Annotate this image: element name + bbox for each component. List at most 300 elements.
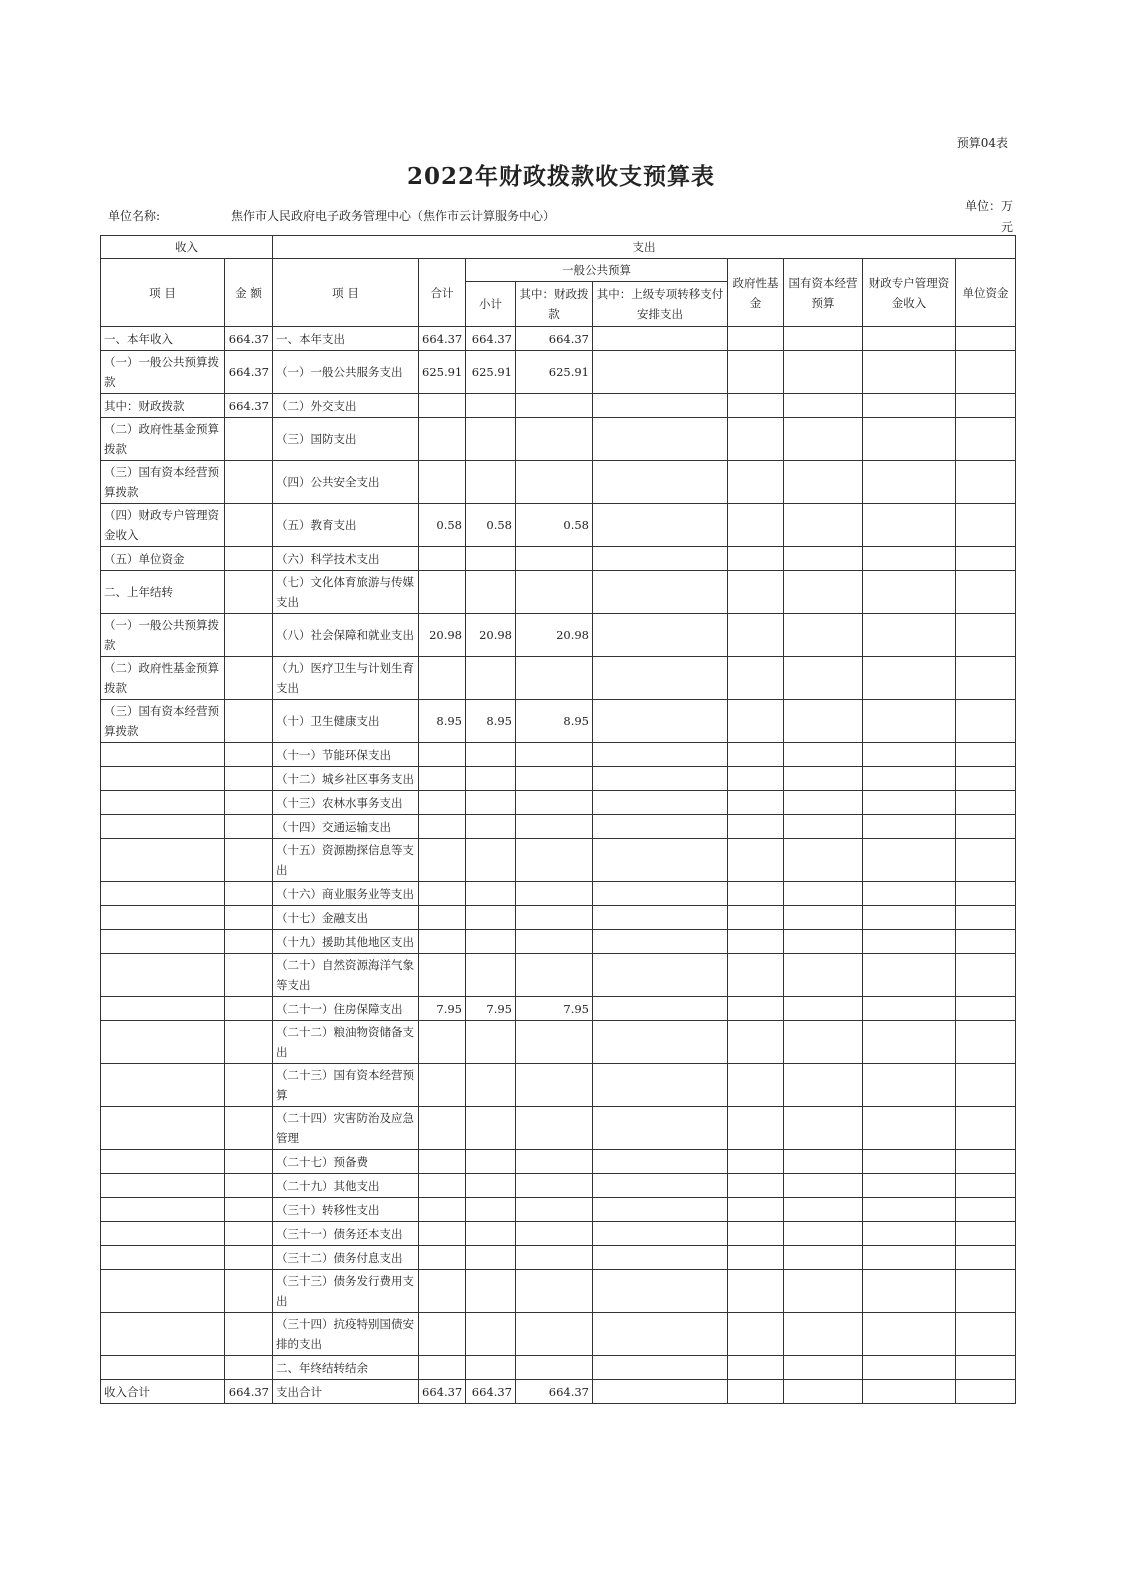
subtotal-cell (466, 906, 516, 930)
transfer-cell (593, 504, 728, 547)
income-amount-cell (225, 571, 273, 614)
income-item-cell: （四）财政专户管理资金收入 (101, 504, 225, 547)
state-capital-cell (784, 767, 863, 791)
gov-fund-cell (728, 614, 784, 657)
table-row (101, 815, 1016, 839)
table-row (101, 461, 1016, 504)
table-row (101, 1313, 1016, 1356)
unit-fund-cell (956, 571, 1016, 614)
total-cell: 20.98 (419, 614, 466, 657)
state-capital-cell (784, 614, 863, 657)
total-header: 合计 (419, 259, 466, 327)
transfer-cell (593, 1380, 728, 1404)
income-item-cell (101, 1356, 225, 1380)
special-mgmt-cell (863, 657, 956, 700)
income-amount-cell (225, 997, 273, 1021)
subtotal-cell (466, 1107, 516, 1150)
state-capital-cell (784, 906, 863, 930)
total-cell (419, 657, 466, 700)
subtotal-cell: 0.58 (466, 504, 516, 547)
unit-fund-cell (956, 743, 1016, 767)
unit-fund-cell (956, 815, 1016, 839)
fiscal-cell (516, 418, 593, 461)
total-cell (419, 791, 466, 815)
income-item-cell (101, 1107, 225, 1150)
state-capital-cell (784, 461, 863, 504)
transfer-cell (593, 815, 728, 839)
special-mgmt-cell (863, 571, 956, 614)
gov-fund-cell (728, 1021, 784, 1064)
transfer-cell (593, 791, 728, 815)
state-capital-cell (784, 1313, 863, 1356)
table-row (101, 614, 1016, 657)
special-mgmt-cell (863, 1380, 956, 1404)
special-mgmt-cell (863, 547, 956, 571)
transfer-cell (593, 767, 728, 791)
expense-item-cell: （八）社会保障和就业支出 (273, 614, 419, 657)
expense-item-cell: 二、年终结转结余 (273, 1356, 419, 1380)
form-number: 预算04表 (956, 136, 1008, 150)
expense-item-cell: 一、本年支出 (273, 327, 419, 351)
subtotal-cell (466, 547, 516, 571)
gov-fund-cell (728, 657, 784, 700)
income-amount-cell: 664.37 (225, 351, 273, 394)
gov-fund-cell (728, 1064, 784, 1107)
gov-fund-cell (728, 394, 784, 418)
state-capital-cell (784, 882, 863, 906)
fiscal-cell (516, 743, 593, 767)
general-budget-header: 一般公共预算 (466, 259, 728, 282)
gov-fund-cell (728, 954, 784, 997)
unit-fund-cell (956, 997, 1016, 1021)
income-item-cell (101, 1198, 225, 1222)
gov-fund-cell (728, 700, 784, 743)
state-capital-cell (784, 743, 863, 767)
subtotal-cell (466, 394, 516, 418)
transfer-cell (593, 1107, 728, 1150)
expense-item-cell: （二十二）粮油物资储备支出 (273, 1021, 419, 1064)
unit-fund-cell (956, 839, 1016, 882)
state-capital-cell (784, 1150, 863, 1174)
gov-fund-cell (728, 504, 784, 547)
transfer-cell (593, 418, 728, 461)
gov-fund-cell (728, 767, 784, 791)
income-amount-cell (225, 839, 273, 882)
transfer-cell (593, 1064, 728, 1107)
state-capital-cell (784, 504, 863, 547)
income-item-cell: 收入合计 (101, 1380, 225, 1404)
unit-of-measure: 单位：万元 (964, 199, 1013, 234)
subtotal-cell (466, 839, 516, 882)
income-item-cell: 一、本年收入 (101, 327, 225, 351)
table-row (101, 1380, 1016, 1404)
state-capital-header: 国有资本经营预算 (784, 259, 863, 327)
income-amount-cell (225, 1021, 273, 1064)
income-item-cell (101, 1222, 225, 1246)
income-item-cell (101, 1150, 225, 1174)
total-cell (419, 1246, 466, 1270)
income-item-cell: （一）一般公共预算拨款 (101, 614, 225, 657)
state-capital-cell (784, 547, 863, 571)
income-amount-cell (225, 657, 273, 700)
subtotal-cell (466, 1174, 516, 1198)
special-mgmt-cell (863, 767, 956, 791)
subtotal-cell (466, 657, 516, 700)
income-item-cell (101, 1270, 225, 1313)
state-capital-cell (784, 700, 863, 743)
total-cell (419, 882, 466, 906)
income-item-cell (101, 1064, 225, 1107)
income-item-cell: （三）国有资本经营预算拨款 (101, 700, 225, 743)
unit-name-label: 单位名称: (108, 209, 161, 223)
special-mgmt-cell (863, 1198, 956, 1222)
income-item-cell (101, 1313, 225, 1356)
unit-fund-cell (956, 351, 1016, 394)
gov-fund-cell (728, 1150, 784, 1174)
special-mgmt-cell (863, 1222, 956, 1246)
unit-fund-cell (956, 954, 1016, 997)
subtotal-cell (466, 461, 516, 504)
income-amount-cell (225, 1270, 273, 1313)
special-mgmt-cell (863, 1313, 956, 1356)
gov-fund-cell (728, 906, 784, 930)
income-amount-cell (225, 504, 273, 547)
transfer-cell (593, 906, 728, 930)
fiscal-cell (516, 839, 593, 882)
unit-fund-cell (956, 906, 1016, 930)
total-cell: 7.95 (419, 997, 466, 1021)
special-mgmt-cell (863, 1150, 956, 1174)
fiscal-cell: 0.58 (516, 504, 593, 547)
unit-fund-cell (956, 1021, 1016, 1064)
header-row-2 (101, 259, 1016, 282)
unit-fund-cell (956, 930, 1016, 954)
gov-fund-cell (728, 791, 784, 815)
table-row (101, 997, 1016, 1021)
income-item-cell: （二）政府性基金预算拨款 (101, 418, 225, 461)
transfer-cell (593, 882, 728, 906)
transfer-cell (593, 1222, 728, 1246)
fiscal-cell (516, 1198, 593, 1222)
state-capital-cell (784, 930, 863, 954)
income-amount-cell (225, 954, 273, 997)
table-row (101, 1246, 1016, 1270)
special-mgmt-cell (863, 930, 956, 954)
transfer-cell (593, 1313, 728, 1356)
income-item-cell (101, 839, 225, 882)
state-capital-cell (784, 1107, 863, 1150)
gov-fund-cell (728, 1356, 784, 1380)
fiscal-cell (516, 767, 593, 791)
gov-fund-cell (728, 351, 784, 394)
expense-item-cell: （九）医疗卫生与计划生育支出 (273, 657, 419, 700)
income-amount-cell (225, 1174, 273, 1198)
expense-item-cell: （二十九）其他支出 (273, 1174, 419, 1198)
expense-item-cell: （三十二）债务付息支出 (273, 1246, 419, 1270)
unit-fund-header: 单位资金 (956, 259, 1016, 327)
fiscal-cell (516, 571, 593, 614)
fiscal-cell (516, 954, 593, 997)
special-mgmt-header: 财政专户管理资金收入 (863, 259, 956, 327)
expense-item-cell: （十四）交通运输支出 (273, 815, 419, 839)
total-cell (419, 1021, 466, 1064)
unit-fund-cell (956, 1198, 1016, 1222)
gov-fund-cell (728, 1246, 784, 1270)
transfer-cell (593, 1270, 728, 1313)
transfer-cell (593, 700, 728, 743)
fiscal-cell (516, 1064, 593, 1107)
fiscal-cell: 625.91 (516, 351, 593, 394)
total-cell (419, 461, 466, 504)
unit-fund-cell (956, 461, 1016, 504)
income-item-cell (101, 815, 225, 839)
table-row (101, 791, 1016, 815)
unit-fund-cell (956, 418, 1016, 461)
state-capital-cell (784, 1021, 863, 1064)
table-row (101, 504, 1016, 547)
expense-item-cell: （三）国防支出 (273, 418, 419, 461)
table-row (101, 1064, 1016, 1107)
income-item-cell: （一）一般公共预算拨款 (101, 351, 225, 394)
income-amount-cell (225, 1313, 273, 1356)
total-cell: 664.37 (419, 327, 466, 351)
income-amount-cell (225, 743, 273, 767)
gov-fund-cell (728, 839, 784, 882)
state-capital-cell (784, 791, 863, 815)
state-capital-cell (784, 1246, 863, 1270)
expense-item-cell: （十）卫生健康支出 (273, 700, 419, 743)
expense-item-cell: （十一）节能环保支出 (273, 743, 419, 767)
state-capital-cell (784, 351, 863, 394)
total-cell (419, 930, 466, 954)
subtotal-cell (466, 1246, 516, 1270)
special-mgmt-cell (863, 1107, 956, 1150)
table-row (101, 743, 1016, 767)
gov-fund-cell (728, 882, 784, 906)
fiscal-cell (516, 1174, 593, 1198)
budget-table-body (101, 327, 1016, 1404)
subtotal-cell (466, 1064, 516, 1107)
table-row (101, 1174, 1016, 1198)
total-cell (419, 1150, 466, 1174)
unit-fund-cell (956, 1380, 1016, 1404)
transfer-cell (593, 547, 728, 571)
transfer-cell (593, 1174, 728, 1198)
income-amount-cell (225, 614, 273, 657)
income-item-cell (101, 791, 225, 815)
income-amount-cell (225, 1222, 273, 1246)
gov-fund-cell (728, 1313, 784, 1356)
unit-fund-cell (956, 767, 1016, 791)
total-cell (419, 839, 466, 882)
subtotal-cell: 625.91 (466, 351, 516, 394)
state-capital-cell (784, 394, 863, 418)
income-item-cell: 二、上年结转 (101, 571, 225, 614)
expense-header: 支出 (273, 236, 1016, 259)
income-amount-cell (225, 1064, 273, 1107)
unit-fund-cell (956, 1150, 1016, 1174)
fiscal-cell (516, 461, 593, 504)
unit-fund-cell (956, 504, 1016, 547)
transfer-cell (593, 1021, 728, 1064)
gov-fund-cell (728, 930, 784, 954)
income-item-cell (101, 882, 225, 906)
fiscal-cell (516, 1107, 593, 1150)
transfer-cell (593, 1356, 728, 1380)
state-capital-cell (784, 1356, 863, 1380)
income-item-cell (101, 1174, 225, 1198)
transfer-cell (593, 743, 728, 767)
income-item-cell: （二）政府性基金预算拨款 (101, 657, 225, 700)
table-row (101, 839, 1016, 882)
unit-name-value: 焦作市人民政府电子政务管理中心（焦作市云计算服务中心） (231, 209, 556, 223)
expense-item-cell: （十九）援助其他地区支出 (273, 930, 419, 954)
subtotal-cell (466, 930, 516, 954)
special-mgmt-cell (863, 743, 956, 767)
special-mgmt-cell (863, 1356, 956, 1380)
unit-fund-cell (956, 1107, 1016, 1150)
header-row-1 (101, 236, 1016, 259)
gov-fund-cell (728, 571, 784, 614)
fiscal-cell (516, 1222, 593, 1246)
unit-fund-cell (956, 1174, 1016, 1198)
total-cell (419, 815, 466, 839)
unit-fund-cell (956, 614, 1016, 657)
expense-item-cell: （二十三）国有资本经营预算 (273, 1064, 419, 1107)
income-amount-cell (225, 767, 273, 791)
expense-item-cell: 支出合计 (273, 1380, 419, 1404)
total-cell (419, 547, 466, 571)
table-row (101, 351, 1016, 394)
fiscal-cell (516, 930, 593, 954)
unit-fund-cell (956, 1222, 1016, 1246)
expense-item-cell: （二）外交支出 (273, 394, 419, 418)
total-cell: 8.95 (419, 700, 466, 743)
budget-table (100, 235, 1016, 1404)
transfer-cell (593, 327, 728, 351)
special-mgmt-cell (863, 351, 956, 394)
table-row (101, 571, 1016, 614)
expense-item-cell: （六）科学技术支出 (273, 547, 419, 571)
table-row (101, 1356, 1016, 1380)
expense-item-cell: （四）公共安全支出 (273, 461, 419, 504)
transfer-cell (593, 1198, 728, 1222)
table-row (101, 882, 1016, 906)
gov-fund-cell (728, 327, 784, 351)
fiscal-cell: 8.95 (516, 700, 593, 743)
special-mgmt-cell (863, 839, 956, 882)
total-cell (419, 571, 466, 614)
fiscal-cell (516, 882, 593, 906)
unit-fund-cell (956, 1064, 1016, 1107)
gov-fund-cell (728, 1222, 784, 1246)
table-row (101, 394, 1016, 418)
subtotal-cell: 7.95 (466, 997, 516, 1021)
unit-fund-cell (956, 547, 1016, 571)
table-row (101, 547, 1016, 571)
special-mgmt-cell (863, 394, 956, 418)
table-row (101, 1270, 1016, 1313)
fiscal-cell: 20.98 (516, 614, 593, 657)
fiscal-cell (516, 906, 593, 930)
income-amount-cell (225, 1246, 273, 1270)
income-amount-cell (225, 1150, 273, 1174)
income-amount-cell (225, 1356, 273, 1380)
subtotal-cell (466, 882, 516, 906)
special-mgmt-cell (863, 954, 956, 997)
income-amount-cell (225, 815, 273, 839)
table-row (101, 1222, 1016, 1246)
income-amount-cell (225, 930, 273, 954)
transfer-cell (593, 614, 728, 657)
unit-fund-cell (956, 1313, 1016, 1356)
total-cell (419, 906, 466, 930)
income-amount-cell (225, 906, 273, 930)
income-item-cell (101, 954, 225, 997)
income-item-cell: 其中：财政拨款 (101, 394, 225, 418)
subtotal-cell (466, 1198, 516, 1222)
total-cell (419, 1222, 466, 1246)
income-amount-cell (225, 882, 273, 906)
income-amount-cell (225, 791, 273, 815)
state-capital-cell (784, 327, 863, 351)
total-cell: 625.91 (419, 351, 466, 394)
total-cell (419, 1174, 466, 1198)
subtotal-cell (466, 418, 516, 461)
table-row (101, 767, 1016, 791)
special-mgmt-cell (863, 504, 956, 547)
subtotal-cell (466, 1222, 516, 1246)
subtotal-cell: 664.37 (466, 1380, 516, 1404)
subtotal-cell: 20.98 (466, 614, 516, 657)
expense-item-cell: （十七）金融支出 (273, 906, 419, 930)
subtotal-cell (466, 767, 516, 791)
income-item-cell (101, 997, 225, 1021)
fiscal-cell (516, 394, 593, 418)
transfer-header: 其中：上级专项转移支付安排支出 (593, 282, 728, 327)
unit-fund-cell (956, 1246, 1016, 1270)
special-mgmt-cell (863, 327, 956, 351)
income-amount-cell (225, 418, 273, 461)
income-amount-cell: 664.37 (225, 327, 273, 351)
fiscal-cell (516, 791, 593, 815)
fiscal-cell: 664.37 (516, 327, 593, 351)
transfer-cell (593, 571, 728, 614)
subtotal-cell (466, 1313, 516, 1356)
total-cell (419, 1313, 466, 1356)
subtotal-cell (466, 1021, 516, 1064)
gov-fund-header: 政府性基金 (728, 259, 784, 327)
subtotal-cell (466, 791, 516, 815)
total-cell (419, 418, 466, 461)
income-item-cell: （五）单位资金 (101, 547, 225, 571)
transfer-cell (593, 839, 728, 882)
expense-item-cell: （十五）资源勘探信息等支出 (273, 839, 419, 882)
fiscal-cell: 664.37 (516, 1380, 593, 1404)
special-mgmt-cell (863, 1174, 956, 1198)
subtotal-header: 小计 (466, 282, 516, 327)
special-mgmt-cell (863, 1270, 956, 1313)
gov-fund-cell (728, 461, 784, 504)
expense-item-header: 项 目 (273, 259, 419, 327)
subtotal-cell (466, 1356, 516, 1380)
special-mgmt-cell (863, 791, 956, 815)
income-item-cell (101, 1021, 225, 1064)
gov-fund-cell (728, 997, 784, 1021)
fiscal-cell (516, 1246, 593, 1270)
total-cell (419, 394, 466, 418)
total-cell (419, 743, 466, 767)
